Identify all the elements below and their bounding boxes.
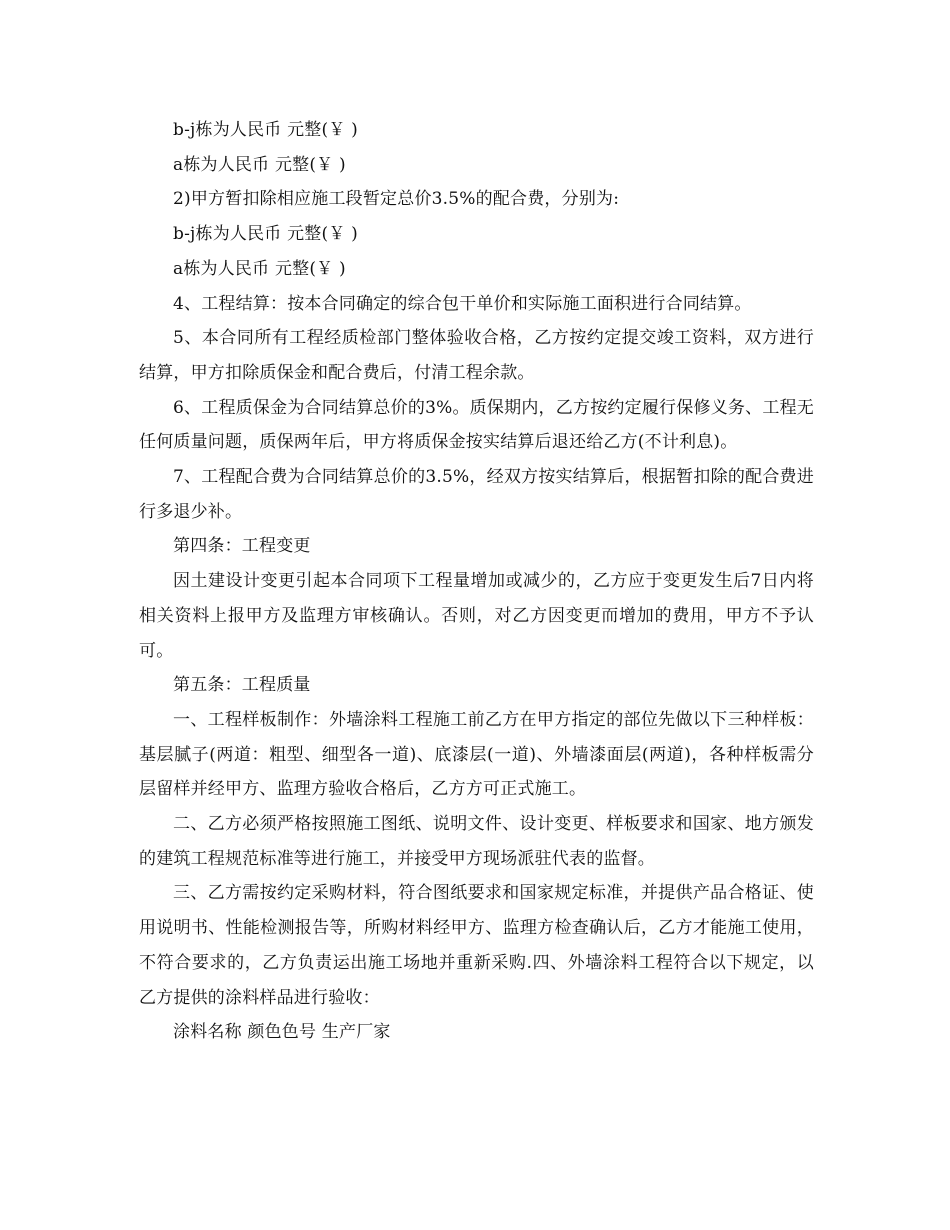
- paragraph-price-a-2: a栋为人民币 元整(￥ ): [173, 258, 346, 279]
- document-body: [139, 113, 814, 1050]
- paragraph-construction-standards: 二、乙方必须严格按照施工图纸、说明文件、设计变更、样板要求和国家、地方颁发的建筑工程规范标准等进行施工，并接受甲方现场派驻代表的监督。: [139, 814, 814, 869]
- paragraph-engineering-change: 因土建设计变更引起本合同项下工程量增加或减少的，乙方应于变更发生后7日内将相关资料上报甲方及监理方审核确认。否则，对乙方因变更而增加的费用，甲方不予认可。: [139, 571, 814, 661]
- paragraph-acceptance-payment: 5、本合同所有工程经质检部门整体验收合格，乙方按约定提交竣工资料，双方进行结算，甲方扣除质保金和配合费后，付清工程余款。: [139, 328, 814, 383]
- paragraph-price-bj-2: b-j栋为人民币 元整(￥ ): [173, 224, 358, 245]
- section-heading-article-4: 第四条：工程变更: [173, 536, 311, 557]
- paragraph-cooperation-fee: 7、工程配合费为合同结算总价的3.5%，经双方按实结算后，根据暂扣除的配合费进行多退少补。: [139, 467, 814, 522]
- paragraph-settlement: 4、工程结算：按本合同确定的综合包干单价和实际施工面积进行合同结算。: [173, 293, 752, 314]
- paragraph-paint-table-header: 涂料名称 颜色色号 生产厂家: [173, 1022, 391, 1043]
- paragraph-warranty-deposit: 6、工程质保金为合同结算总价的3%。质保期内，乙方按约定履行保修义务、工程无任何质量问题，质保两年后，甲方将质保金按实结算后退还给乙方(不计利息)。: [139, 397, 814, 453]
- paragraph-cooperation-fee-deduction: 2)甲方暂扣除相应施工段暂定总价3.5%的配合费，分别为:: [173, 189, 620, 210]
- paragraph-price-bj-1: b-j栋为人民币 元整(￥ ): [173, 120, 358, 140]
- paragraph-material-procurement: 三、乙方需按约定采购材料，符合图纸要求和国家规定标准，并提供产品合格证、使用说明书、性能检测报告等，所购材料经甲方、监理方检查确认后，乙方才能施工使用，不符合要求的，乙方负责运出施工场地并重新采购.四、外墙涂料工程符合以下规定，以乙方提供的涂料样品进行验收：: [139, 883, 814, 1008]
- paragraph-sample-board: 一、工程样板制作：外墙涂料工程施工前乙方在甲方指定的部位先做以下三种样板：基层腻子(两道：粗型、细型各一道)、底漆层(一道)、外墙漆面层(两道)，各种样板需分层留样并经甲方、监理方验收合格后，乙方方可正式施工。: [139, 709, 814, 800]
- section-heading-article-5: 第五条：工程质量: [173, 675, 311, 696]
- paragraph-price-a-1: a栋为人民币 元整(￥ ): [173, 154, 346, 175]
